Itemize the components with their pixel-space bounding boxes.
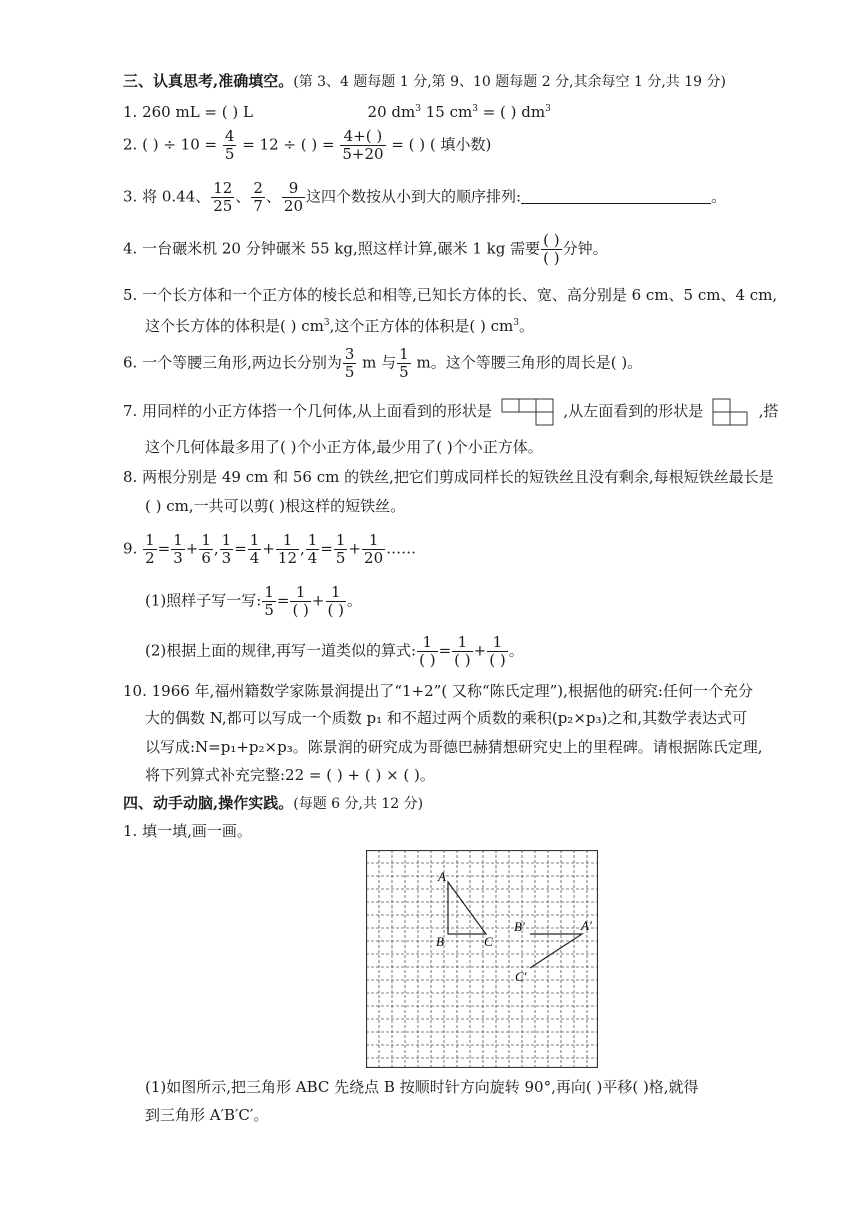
grid-border — [367, 851, 598, 1068]
triangle-abc — [448, 882, 486, 934]
q3-fraction-2: $\frac{2}{7}$ — [253, 179, 263, 215]
grid-lines — [366, 850, 598, 1068]
question-10-line-1: 10. 1966 年,福州籍数学家陈景润提出了“1+2”( 又称“陈氏定理”),根据他的研究:任何一个充分 — [123, 682, 753, 700]
q4-fraction-blank[interactable]: $\frac{( )}{( )}$ — [543, 231, 560, 267]
question-8-line-2: ( ) cm,一共可以剪( )根这样的短铁丝。 — [145, 497, 406, 515]
question-1 — [123, 98, 551, 123]
question-5-line-1: 5. 一个长方体和一个正方体的棱长总和相等,已知长方体的长、宽、高分别是 6 cm、5 cm、4 cm, — [123, 286, 778, 304]
section-4-q1-sub-1-line-1: (1)如图所示,把三角形 ABC 先绕点 B 按顺时针方向旋转 90°,再向( )平移( )格,就得 — [145, 1078, 699, 1096]
section-4-header — [123, 792, 423, 815]
q2-part-b: = 12 ÷ ( ) = — [242, 135, 335, 154]
q2-fraction-2: $\frac{4+( )}{5+20}$ — [342, 127, 384, 163]
left-view-shape-icon — [712, 398, 750, 426]
q3-fraction-1: $\frac{12}{25}$ — [213, 179, 233, 215]
question-3: 3. 将 0.44、 $\frac{12}{25}$ 、 $\frac{2}{7}$ 、 $\frac{9}{20}$ 这四个数按从小到大的顺序排列: 。 — [123, 179, 727, 215]
question-7-line-2: 这个几何体最多用了( )个小正方体,最少用了( )个小正方体。 — [145, 438, 543, 456]
q3-answer-blank[interactable] — [521, 187, 711, 204]
question-2 — [123, 128, 491, 163]
question-9-sub-2: (2)根据上面的规律,再写一道类似的算式: $\frac{1}{( )}$ = $\frac{1}{( )}$ + $\frac{1}{( )}$ 。 — [145, 633, 524, 669]
section-4-question-1: 1. 填一填,画一画。 — [123, 822, 252, 840]
label-b: B — [436, 934, 444, 949]
q1-part-a: 1. 260 mL = ( ) L — [123, 103, 253, 121]
section-3-note: (第 3、4 题每题 1 分,第 9、10 题每题 2 分,其余每空 1 分,共 19 分) — [293, 74, 726, 90]
q2-part-c: = ( ) ( 填小数) — [391, 135, 492, 154]
label-a-prime: A′ — [581, 918, 592, 933]
q3-fraction-3: $\frac{9}{20}$ — [283, 179, 304, 215]
question-5-line-2: 这个长方体的体积是( ) $cm^3$,这个正方体的体积是( ) $cm^3$。 — [145, 317, 534, 335]
section-3-title: 三、认真思考,准确填空。 — [123, 72, 294, 90]
section-4-q1-sub-1-line-2: 到三角形 A′B′C′。 — [145, 1106, 269, 1124]
q1-part-b: 20 $dm^3$ 15 $cm^3$ = ( ) $dm^3$ — [367, 103, 551, 121]
question-10-line-3: 以写成:N=p₁+p₂×p₃。陈景润的研究成为哥德巴赫猜想研究史上的里程碑。请根据陈氏定理, — [145, 738, 763, 756]
label-c-prime: C′ — [515, 969, 527, 984]
question-9-pattern: 9. $\frac{1}{2}$ = $\frac{1}{3}$ + $\frac{1}{6}$ , $\frac{1}{3}$ = $\frac{1}{4}$ + $\frac{1}{12}$ , $\frac{1}{4}$ = $\frac{1}{5}$ + $\frac{1}{20}$ …… — [123, 531, 417, 567]
top-view-shape-icon — [501, 398, 555, 426]
q2-fraction-1: $\frac{4}{5}$ — [224, 127, 235, 163]
question-10-line-2: 大的偶数 N,都可以写成一个质数 p₁ 和不超过两个质数的乘积(p₂×p₃)之和,其数学表达式可 — [145, 709, 748, 727]
label-c: C — [484, 934, 493, 949]
question-6: 6. 一个等腰三角形,两边长分别为 $\frac{3}{5}$ m 与 $\frac{1}{5}$ m。这个等腰三角形的周长是( )。 — [123, 345, 643, 381]
label-a: A — [438, 869, 446, 884]
section-3-header — [123, 70, 726, 93]
label-b-prime: B′ — [514, 919, 525, 934]
section-4-title: 四、动手动脑,操作实践。 — [123, 794, 294, 812]
question-4: 4. 一台碾米机 20 分钟碾米 55 kg,照这样计算,碾米 1 kg 需要 $\frac{( )}{( )}$ 分钟。 — [123, 231, 608, 267]
rotation-grid-figure — [366, 850, 598, 1068]
q6-fraction-2: $\frac{1}{5}$ — [399, 345, 409, 381]
q6-fraction-1: $\frac{3}{5}$ — [344, 345, 355, 381]
question-7-line-1: 7. 用同样的小正方体搭一个几何体,从上面看到的形状是 ,从左面看到的形状是 ,搭 — [123, 398, 779, 426]
question-10-line-4: 将下列算式补充完整:22 = ( ) + ( ) × ( )。 — [145, 766, 435, 784]
section-4-note: (每题 6 分,共 12 分) — [293, 796, 424, 812]
question-8-line-1: 8. 两根分别是 49 cm 和 56 cm 的铁丝,把它们剪成同样长的短铁丝且没有剩余,每根短铁丝最长是 — [123, 468, 774, 486]
question-9-sub-1: (1)照样子写一写: $\frac{1}{5}$ = $\frac{1}{( )}$ + $\frac{1}{( )}$ 。 — [145, 583, 362, 619]
q2-part-a: 2. ( ) ÷ 10 = — [123, 135, 218, 154]
